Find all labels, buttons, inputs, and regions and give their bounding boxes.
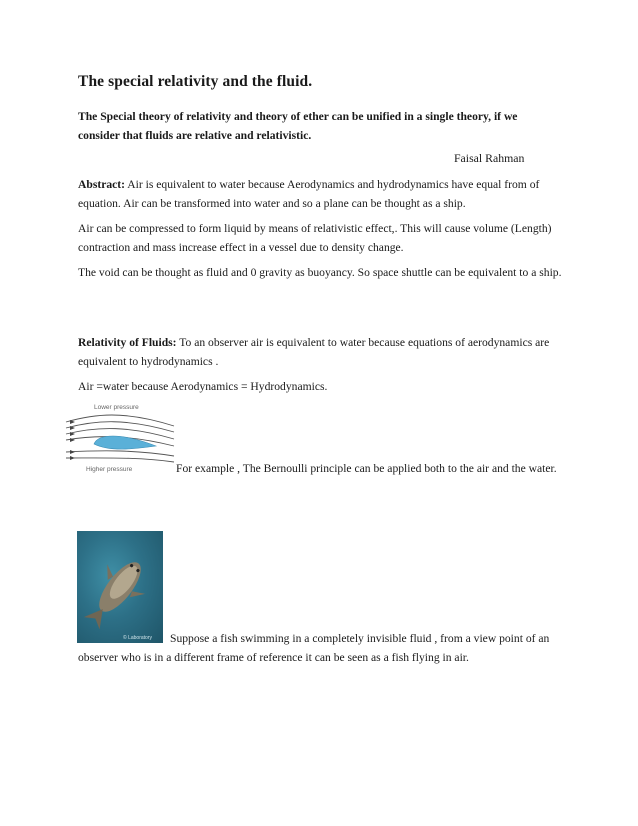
bernoulli-text: For example , The Bernoulli principle can be applied both to the air and the water. [176,462,557,475]
abstract-text: Air is equivalent to water because Aerodynamics and hydrodynamics have equal from of equation. Air can be transformed into water and so a plane can be thought as a ship. [78,178,540,210]
relativity-text: To an observer air is equivalent to water because equations of aerodynamics are equivalent to hydrodynamics . [78,336,550,368]
document-title: The special relativity and the fluid. [78,73,313,90]
fish-photo [77,531,163,643]
abstract-label: Abstract: [78,178,126,191]
higher-pressure-label: Higher pressure [86,466,133,473]
relativity-of-fluids-paragraph [78,334,564,371]
fish-photo-caption: © Laboratory [123,635,152,641]
equation-line: Air =water because Aerodynamics = Hydrodynamics. [78,380,328,393]
fish-illustration [77,531,163,643]
fish-paragraph [78,630,564,667]
compression-paragraph: Air can be compressed to form liquid by means of relativistic effect,. This will cause volume (Length) contraction and mass increase effect in a vessel due to density change. [78,222,552,254]
relativity-label: Relativity of Fluids: [78,336,177,349]
document-subtitle: The Special theory of relativity and theory of ether can be unified in a single theory, if we consider that fluids are relative and relativistic. [78,110,518,142]
bernoulli-paragraph [78,460,568,479]
airfoil-shape [94,436,156,449]
void-paragraph: The void can be thought as fluid and 0 gravity as buoyancy. So space shuttle can be equivalent to a ship. [78,266,562,279]
lower-pressure-label: Lower pressure [94,404,139,411]
fish-text: Suppose a fish swimming in a completely invisible fluid , from a view point of an observer who is in a different frame of reference it can be seen as a fish flying in air. [78,632,550,664]
author-name: Faisal Rahman [454,151,525,165]
abstract-paragraph [78,176,564,213]
